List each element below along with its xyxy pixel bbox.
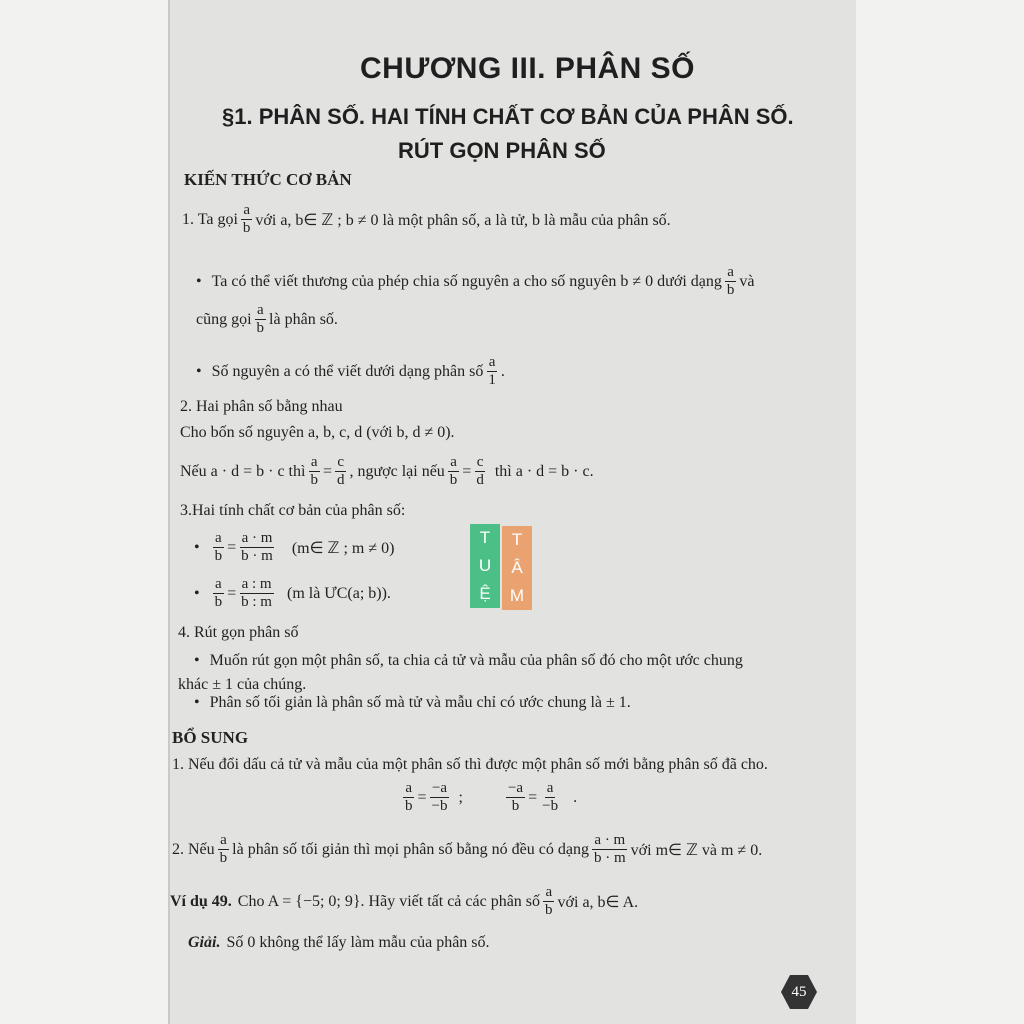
para-2-mid: , ngược lại nếu xyxy=(349,462,445,480)
fraction: • $\frac{a}{b}$ xyxy=(214,576,223,610)
period: . xyxy=(573,788,578,806)
equals: = xyxy=(528,788,538,806)
para-1c-pre: cũng gọi xyxy=(196,310,252,328)
para-1b-tail: và xyxy=(739,272,755,290)
para-1-pre: 1. Ta gọi xyxy=(182,210,238,228)
reduce-rule-1-cont: khác ± 1 của chúng. xyxy=(178,676,307,693)
heading-2: 2. Hai phân số bằng nhau xyxy=(180,398,343,415)
fraction: • $\frac{a}{b}$ xyxy=(214,530,223,564)
example-text: Cho A = {−5; 0; 9}. Hãy viết tất cả các phân số xyxy=(237,892,541,910)
separator: ; xyxy=(458,788,463,806)
heading-kien-thuc: KIẾN THỨC CƠ BẢN xyxy=(184,170,352,189)
tue-tam-logo xyxy=(470,524,532,610)
para-1-text: với a, b∈ ℤ ; b ≠ 0 là một phân số, a là tử, b là mẫu của phân số. xyxy=(255,211,671,229)
equals: = xyxy=(322,462,332,480)
property-2 xyxy=(194,576,391,611)
fraction: $\frac{a : m}{b : m}$ xyxy=(241,576,272,610)
equals: = xyxy=(462,462,472,480)
fraction: $\frac{c}{d}$ xyxy=(476,454,484,488)
para-1d-post: . xyxy=(500,362,505,380)
supplement-2-pre: 2. Nếu xyxy=(172,840,215,858)
fraction: $\frac{a}{b}$ xyxy=(256,302,265,336)
section-title-line-2: RÚT GỌN PHÂN SỐ xyxy=(398,138,606,163)
heading-bo-sung: BỔ SUNG xyxy=(172,728,249,747)
chapter-title: CHƯƠNG III. PHÂN SỐ xyxy=(360,52,696,85)
heading-3: 3.Hai tính chất cơ bản của phân số: xyxy=(180,502,406,519)
property-2-condition: (m là ƯC(a; b)). xyxy=(286,584,391,602)
page-number: 45 xyxy=(791,984,807,1000)
para-1b-text: • Ta có thể viết thương của phép chia số nguyên a cho số nguyên b ≠ 0 dưới dạng xyxy=(211,272,722,290)
reduce-rule-1: • Muốn rút gọn một phân số, ta chia cả tử và mẫu của phân số đó cho một ước chung xyxy=(194,652,743,670)
fraction: $\frac{-a}{-b}$ xyxy=(431,780,448,814)
fraction: $\frac{a}{b}$ xyxy=(405,780,413,814)
supplement-2-mid: là phân số tối giản thì mọi phân số bằng nó đều có dạng xyxy=(232,840,589,858)
para-1c xyxy=(196,302,338,337)
solution-label: Giải. xyxy=(188,934,221,951)
example-post: với a, b∈ A. xyxy=(557,893,639,911)
fraction: $\frac{c}{d}$ xyxy=(336,454,345,488)
fraction: $\frac{a}{b}$ xyxy=(310,454,318,488)
solution xyxy=(188,934,490,952)
logo-letter: Â xyxy=(502,554,532,582)
fraction: $\frac{a}{b}$ xyxy=(219,832,228,866)
page-number-badge xyxy=(780,974,818,1010)
para-1d xyxy=(196,354,505,389)
para-1c-post: là phân số. xyxy=(269,310,338,328)
property-1-condition: (m∈ ℤ ; m ≠ 0) xyxy=(291,539,395,557)
logo-letter: M xyxy=(502,582,532,610)
property-1 xyxy=(194,530,394,565)
background-left xyxy=(0,0,168,1024)
equals: = xyxy=(227,584,237,602)
section-title-line-1: §1. PHÂN SỐ. HAI TÍNH CHẤT CƠ BẢN CỦA PHÂN SỐ. xyxy=(222,104,794,129)
fraction: $\frac{a}{-b}$ xyxy=(542,780,559,814)
fraction: $\frac{-a}{b}$ xyxy=(507,780,524,814)
para-1 xyxy=(182,202,671,237)
para-1b xyxy=(196,264,754,299)
supplement-2 xyxy=(172,832,762,867)
logo-letter: T xyxy=(502,526,532,554)
heading-4: 4. Rút gọn phân số xyxy=(178,624,299,641)
reduce-rule-2: • Phân số tối giản là phân số mà tử và mẫu chỉ có ước chung là ± 1. xyxy=(194,694,631,712)
fraction: $\frac{a}{b}$ xyxy=(449,454,458,488)
fraction: $\frac{a}{b}$ xyxy=(242,202,251,236)
example-49 xyxy=(170,884,638,919)
supplement-1: 1. Nếu đổi dấu cả tử và mẫu của một phân số thì được một phân số mới bằng phân số đã cho. xyxy=(172,756,768,773)
logo-letter: T xyxy=(470,524,500,552)
fraction: $\frac{a}{b}$ xyxy=(545,884,553,918)
fraction: $\frac{a}{b}$ xyxy=(726,264,735,298)
solution-text: Số 0 không thể lấy làm mẫu của phân số. xyxy=(226,934,490,951)
logo-letter: Ệ xyxy=(470,580,500,608)
equals: = xyxy=(227,538,237,556)
supplement-2-post: với m∈ ℤ và m ≠ 0. xyxy=(630,841,763,859)
fraction: $\frac{a \cdot m}{b \cdot m}$ xyxy=(241,530,273,564)
supplement-1-equation xyxy=(400,780,577,815)
fraction: $\frac{a \cdot m}{b \cdot m}$ xyxy=(593,832,626,866)
example-label: Ví dụ 49. xyxy=(170,892,232,910)
background-right xyxy=(856,0,1024,1024)
logo-letter: U xyxy=(470,552,500,580)
para-2-line: Cho bốn số nguyên a, b, c, d (với b, d ≠ 0). xyxy=(180,424,455,441)
para-2-equation xyxy=(180,454,594,489)
para-2-post: thì a · d = b · c. xyxy=(494,462,594,480)
para-2-pre: Nếu a · d = b · c thì xyxy=(180,462,306,480)
fraction: $\frac{a}{1}$ xyxy=(488,354,496,388)
para-1d-text: • Số nguyên a có thể viết dưới dạng phân số xyxy=(211,362,484,380)
equals: = xyxy=(417,788,427,806)
